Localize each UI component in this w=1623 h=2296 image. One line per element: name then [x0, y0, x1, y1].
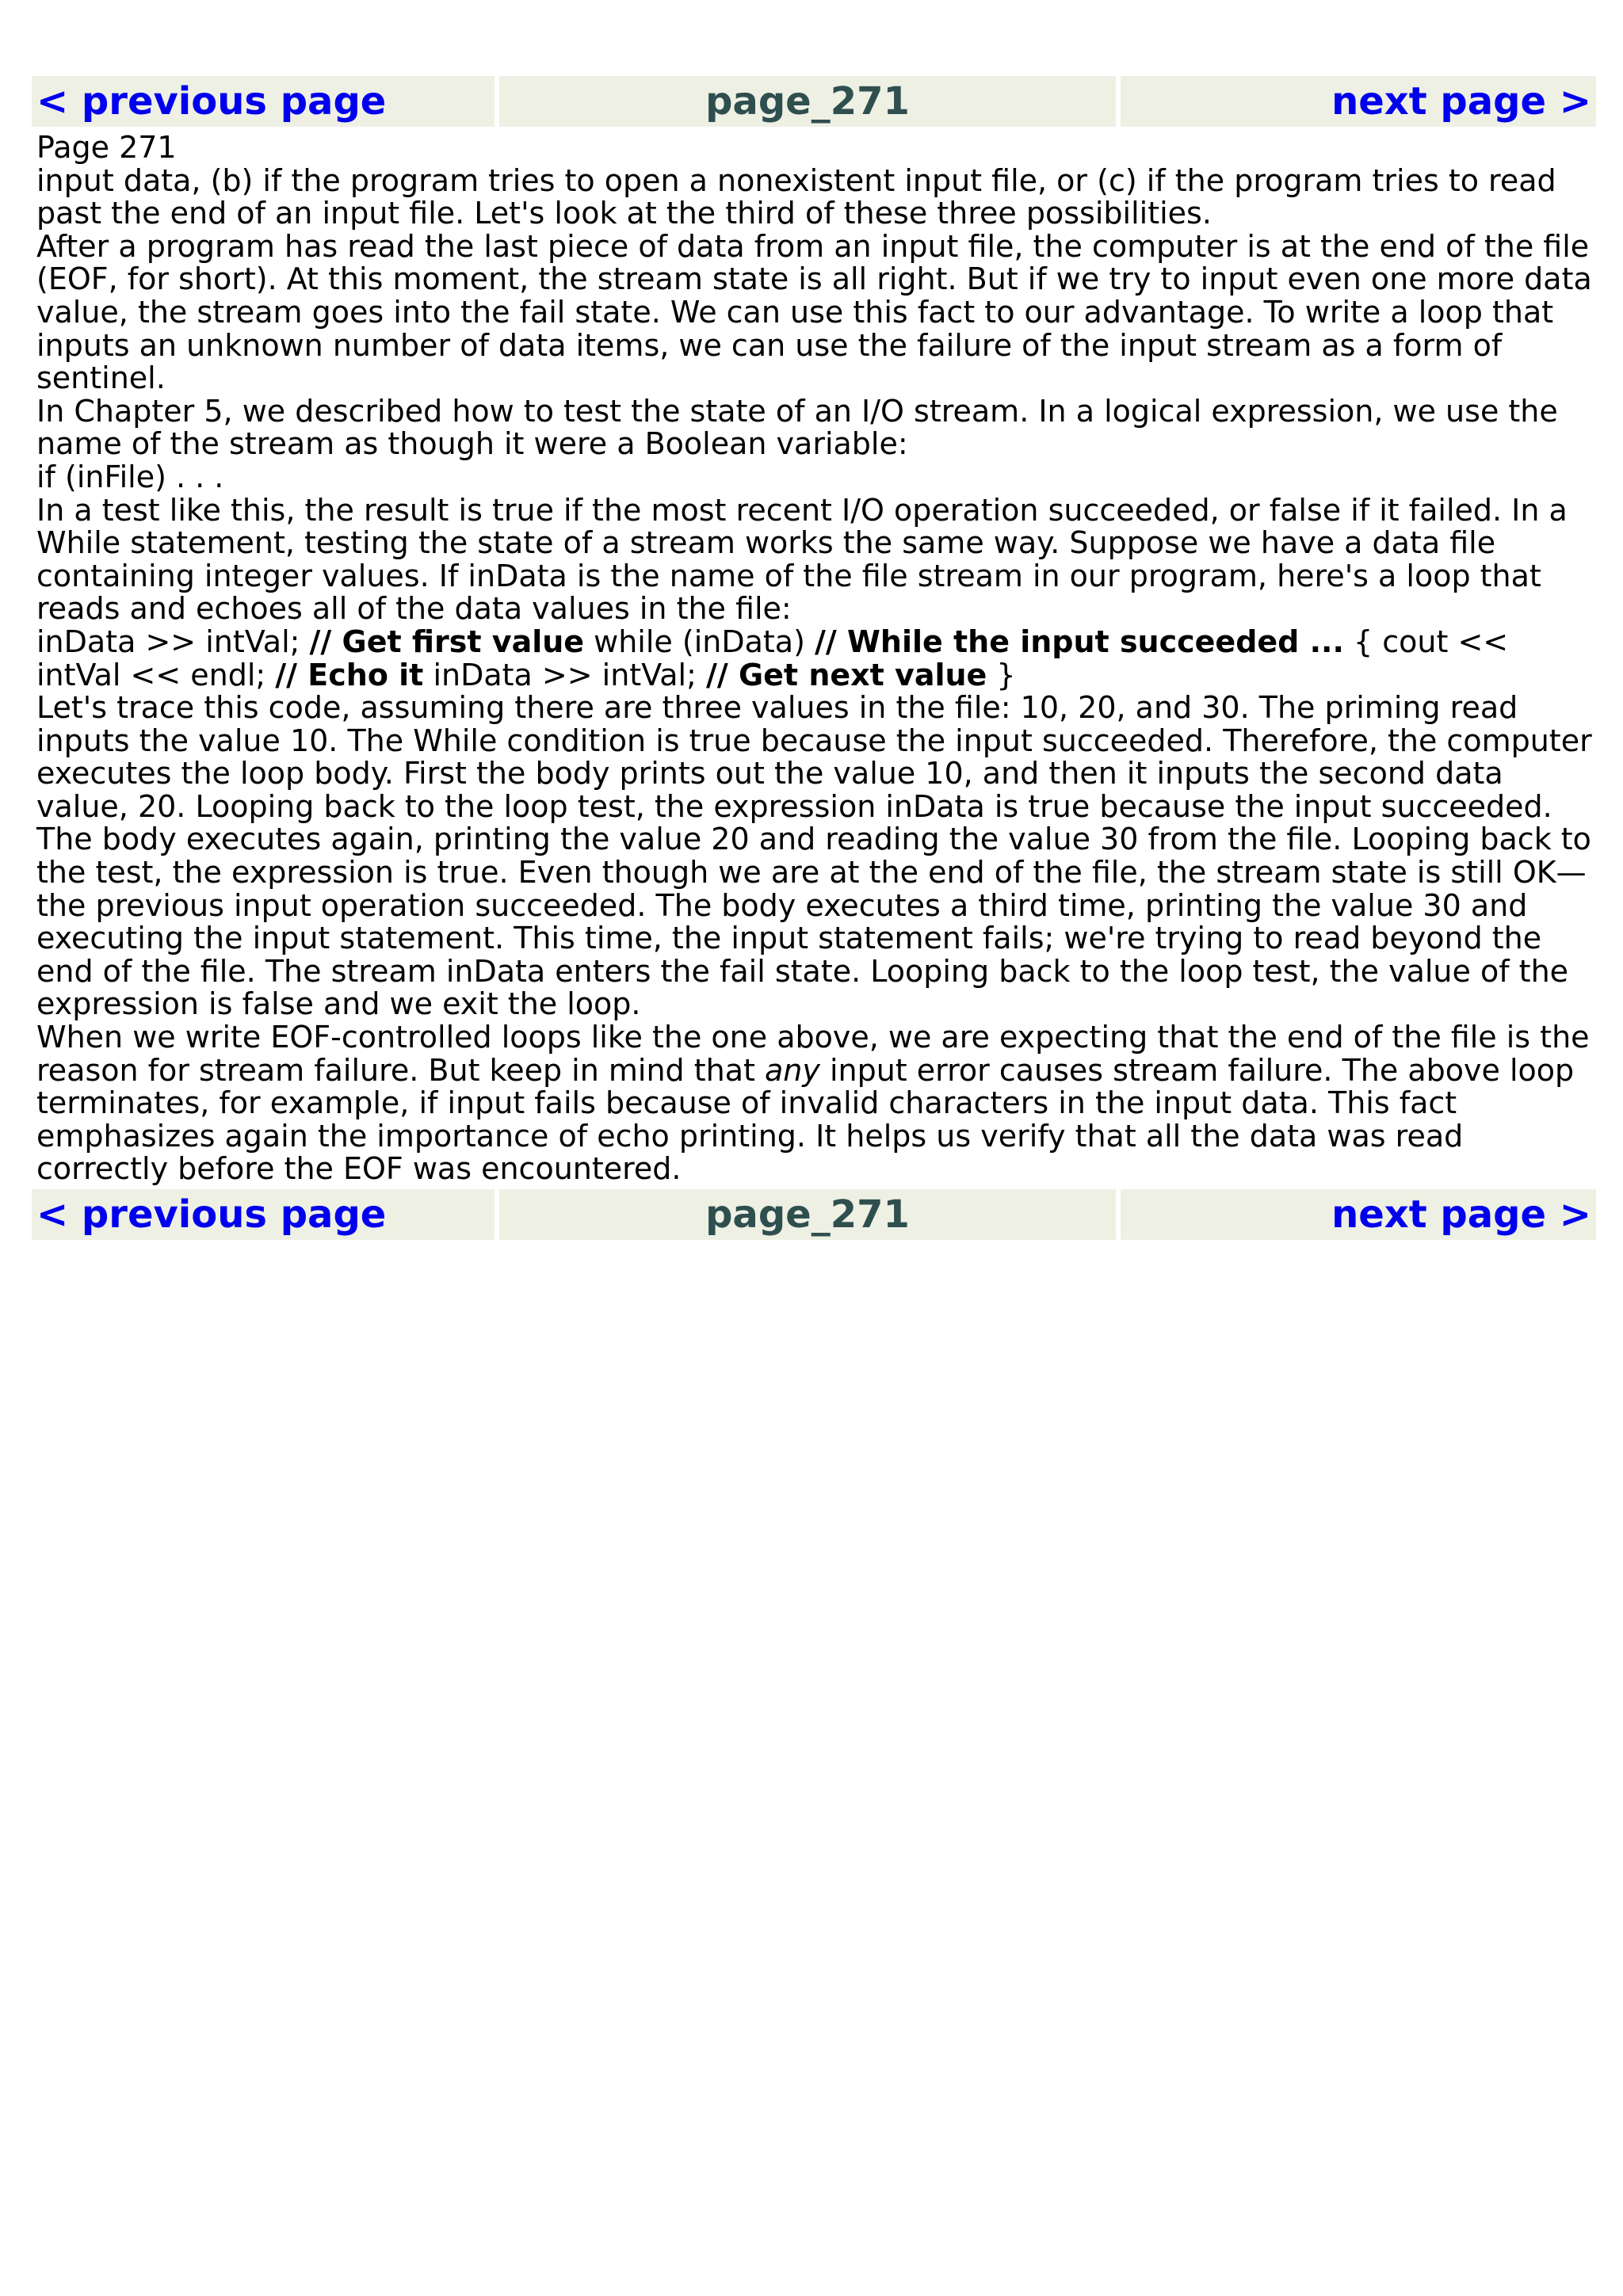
code-stmt-4: inData >> intVal;	[423, 657, 706, 692]
paragraph-6-part-a: When we write EOF-controlled loops like the one above, we are expecting that the end of the file is the reason for stream failure. But keep in mind that	[36, 1020, 1590, 1088]
bottom-previous-cell	[32, 1189, 495, 1240]
bottom-page-id: page_271	[499, 1189, 1116, 1240]
code-stmt-1: inData >> intVal;	[36, 624, 310, 659]
top-next-cell	[1121, 76, 1596, 127]
page-number-label: Page 271	[36, 130, 177, 165]
page	[32, 76, 1601, 1240]
bottom-navigation-bar	[32, 1189, 1601, 1240]
code-comment-1: // Get first value	[309, 624, 585, 659]
top-previous-page-link[interactable]: < previous page	[36, 79, 387, 124]
paragraph-1: input data, (b) if the program tries to open a nonexistent input file, or (c) if the program tries to read past the end of an input file. Let's look at the third of these three possibilities.	[36, 162, 1556, 231]
code-snippet-loop	[36, 626, 1596, 692]
code-stmt-2: while (inData)	[584, 624, 815, 659]
top-page-id: page_271	[499, 76, 1116, 127]
code-stmt-5: }	[987, 657, 1016, 692]
paragraph-5: Let's trace this code, assuming there are three values in the file: 10, 20, and 30. The priming read inputs the value 10. The While condition is true because the input succeeded. Therefore, the computer executes the loop body. First the body prints out the value 10, and then it inputs the second data value, 20. Looping back to the loop test, the expression inData is true because the input succeeded. The body executes again, printing the value 20 and reading the value 30 from the file. Looping back to the test, the expression is true. Even though we are at the end of the file, the stream state is still OK—the previous input operation succeeded. The body executes a third time, printing the value 30 and executing the input statement. This time, the input statement fails; we're trying to read beyond the end of the file. The stream inData enters the fail state. Looping back to the loop test, the value of the expression is false and we exit the loop.	[36, 690, 1592, 1022]
paragraph-6-emphasis: any	[765, 1052, 820, 1088]
paragraph-6-part-b: input error causes stream failure. The above loop terminates, for example, if input fails because of invalid characters in the input data. This fact emphasizes again the importance of echo printing. It helps us verify that all the data was read correctly before the EOF was encountered.	[36, 1052, 1575, 1187]
paragraph-6	[36, 1021, 1596, 1186]
top-previous-cell	[32, 76, 495, 127]
page-content	[32, 127, 1601, 1189]
top-navigation-bar	[32, 76, 1601, 127]
code-comment-2: // While the input succeeded ...	[814, 624, 1344, 659]
paragraph-3: In Chapter 5, we described how to test the state of an I/O stream. In a logical expression, we use the name of the stream as though it were a Boolean variable:	[36, 393, 1558, 462]
code-comment-4: // Get next value	[705, 657, 987, 692]
bottom-next-cell	[1121, 1189, 1596, 1240]
bottom-previous-page-link[interactable]: < previous page	[36, 1192, 387, 1237]
top-next-page-link[interactable]: next page >	[1331, 79, 1591, 124]
code-snippet-if: if (inFile) . . .	[36, 459, 224, 494]
paragraph-2: After a program has read the last piece of data from an input file, the computer is at the end of the file (EOF, for short). At this moment, the stream state is all right. But if we try to input even one more data value, the stream goes into the fail state. We can use this fact to our advantage. To write a loop that inputs an unknown number of data items, we can use the failure of the input stream as a form of sentinel.	[36, 228, 1592, 396]
paragraph-4: In a test like this, the result is true if the most recent I/O operation succeeded, or false if it failed. In a While statement, testing the state of a stream works the same way. Suppose we have a data file containing integer values. If inData is the name of the file stream in our program, here's a loop that reads and echoes all of the data values in the file:	[36, 492, 1568, 627]
code-comment-3: // Echo it	[275, 657, 424, 692]
bottom-next-page-link[interactable]: next page >	[1331, 1192, 1591, 1237]
code-stmt-3: { cout << intVal << endl;	[36, 624, 1509, 692]
